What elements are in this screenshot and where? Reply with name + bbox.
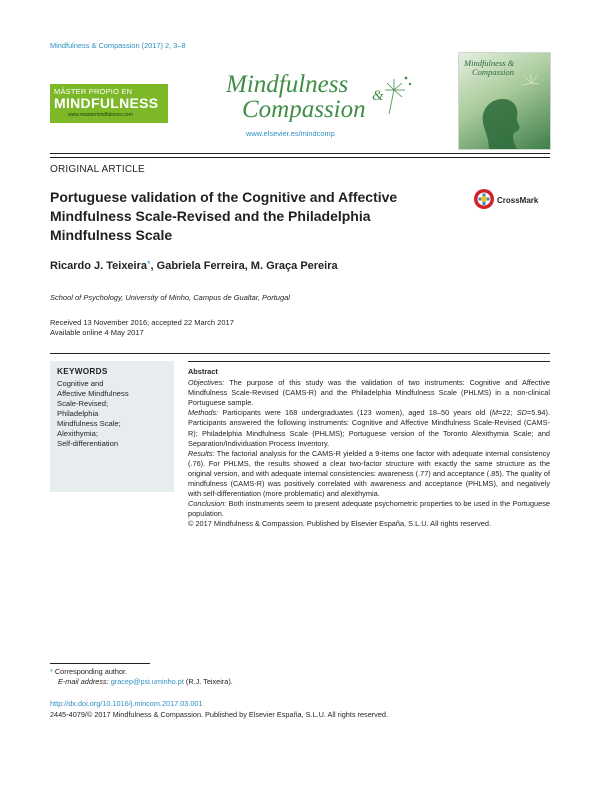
header-divider-thick bbox=[50, 153, 550, 154]
keyword-item: Cognitive and bbox=[57, 379, 104, 388]
keywords-box bbox=[50, 361, 174, 492]
methods-text-1: Participants were 168 undergraduates (123 women), aged 18–50 years old ( bbox=[218, 408, 492, 418]
logo-word-2: Compassion bbox=[242, 96, 366, 122]
dandelion-icon bbox=[385, 77, 411, 114]
email-label: E-mail address: bbox=[58, 677, 109, 686]
available-online-date: Available online 4 May 2017 bbox=[50, 327, 144, 337]
author-list bbox=[50, 259, 338, 272]
journal-website-link[interactable]: www.elsevier.es/mindcomp bbox=[246, 129, 335, 138]
methods-mean-symbol: M bbox=[491, 408, 499, 418]
author-first: Ricardo J. Teixeira bbox=[50, 260, 148, 272]
ad-line-2: MINDFULNESS bbox=[54, 95, 159, 111]
logo-ampersand: & bbox=[372, 88, 384, 104]
doi-link[interactable]: http://dx.doi.org/10.1016/j.mincom.2017.03.001 bbox=[50, 699, 203, 708]
article-title: Portuguese validation of the Cognitive and Affective Mindfulness Scale-Revised and the Philadelphia Mindfulness Scale bbox=[50, 189, 398, 243]
keyword-item: Mindfulness Scale; bbox=[57, 419, 121, 428]
affiliation: School of Psychology, University of Minho, Campus de Gualtar, Portugal bbox=[50, 293, 290, 302]
objectives-text: The purpose of this study was the validation of two instruments: Cognitive and Affective Mindfulness Scale-Revised (CAMS-R) and the Philadelphia Mindfulness Scale (PHLMS) in a non-clinical Portuguese sample. bbox=[188, 378, 550, 408]
email-link[interactable]: gracep@psi.uminho.pt bbox=[110, 677, 184, 686]
methods-text-2: =22; bbox=[498, 408, 517, 418]
article-dates bbox=[50, 318, 234, 337]
abstract-conclusion bbox=[188, 499, 550, 519]
corresponding-author-note bbox=[50, 667, 233, 677]
methods-text-3: =5.94). Participants answered the following instruments: Cognitive and Affective Mindfulness Scale-Revised (CAMS-R); Philadelphia Mindfulness Scale (PHLMS); Portuguese version of the Toronto Alexithymia Scale; and Separation/Individuation Process Inventory. bbox=[188, 408, 550, 448]
ad-line-3: www.mastermindfulness.com bbox=[68, 112, 133, 118]
footnote bbox=[50, 667, 233, 687]
methods-label: Methods: bbox=[188, 408, 219, 418]
abstract-divider bbox=[188, 361, 550, 362]
keyword-item: Self-differentiation bbox=[57, 439, 119, 448]
abstract-objectives bbox=[188, 378, 550, 408]
master-mindfulness-ad[interactable] bbox=[50, 84, 168, 123]
cover-title-line-1: Mindfulness & bbox=[464, 58, 515, 68]
journal-logo bbox=[222, 70, 412, 122]
results-label: Results: bbox=[188, 448, 215, 458]
crossmark-badge[interactable] bbox=[473, 186, 553, 214]
dates-divider bbox=[50, 353, 550, 354]
abstract-results bbox=[188, 449, 550, 499]
header-divider-thin bbox=[50, 157, 550, 158]
cover-title-line-2: Compassion bbox=[472, 67, 515, 77]
abstract-title: Abstract bbox=[188, 367, 218, 376]
abstract-methods bbox=[188, 408, 550, 448]
journal-logo-svg bbox=[222, 70, 412, 122]
crossmark-label: CrossMark bbox=[497, 196, 539, 205]
ad-line-1: MÁSTER PROPIO EN bbox=[54, 87, 133, 96]
corresponding-author-text: Corresponding author. bbox=[52, 667, 128, 676]
article-type-label: ORIGINAL ARTICLE bbox=[50, 164, 145, 175]
conclusion-text: Both instruments seem to present adequate psychometric properties to be used in the Portuguese population. bbox=[188, 499, 550, 519]
abstract-copyright: © 2017 Mindfulness & Compassion. Published by Elsevier España, S.L.U. All rights reserved. bbox=[188, 519, 491, 529]
footnote-divider bbox=[50, 663, 150, 664]
journal-cover-image bbox=[458, 52, 551, 150]
keyword-item: Alexithymia; bbox=[57, 429, 98, 438]
keyword-item: Philadelphia bbox=[57, 409, 99, 418]
keywords-title: KEYWORDS bbox=[57, 367, 108, 376]
journal-reference: Mindfulness & Compassion (2017) 2, 3–8 bbox=[50, 41, 186, 50]
keyword-item: Affective Mindfulness bbox=[57, 389, 129, 398]
email-line bbox=[50, 677, 233, 687]
corresponding-author-mark[interactable]: * bbox=[147, 259, 151, 269]
keywords-list bbox=[57, 379, 167, 449]
received-accepted-dates: Received 13 November 2016; accepted 22 March 2017 bbox=[50, 318, 234, 327]
cover-face-illustration bbox=[459, 53, 551, 150]
footnote-star: * bbox=[50, 667, 53, 676]
abstract bbox=[188, 367, 550, 530]
keyword-item: Scale-Revised; bbox=[57, 399, 109, 408]
objectives-label: Objectives: bbox=[188, 378, 225, 388]
crossmark-icon bbox=[474, 189, 494, 209]
author-others: , Gabriela Ferreira, M. Graça Pereira bbox=[150, 260, 338, 272]
issn-copyright: 2445-4079/© 2017 Mindfulness & Compassion. Published by Elsevier España, S.L.U. All rights reserved. bbox=[50, 710, 388, 719]
conclusion-label: Conclusion: bbox=[188, 499, 227, 509]
methods-sd-symbol: SD bbox=[516, 408, 527, 418]
logo-word-1: Mindfulness bbox=[226, 71, 349, 98]
results-text: The factorial analysis for the CAMS-R yielded a 9-items one factor with adequate internal consistency (.76). For PHLMS, the results showed a clear two-factor structure with exactly the same structure as the original version, and with adequate internal consistencies: awareness (.77) and acceptance (.85). The quality of mindfulness (CAMS-R) was positively correlated with awareness and acceptance (PHLMS), and negatively with self-differentiation (more problematic) and alexithymia. bbox=[188, 448, 550, 499]
crossmark-svg bbox=[473, 186, 553, 214]
email-owner: (R.J. Teixeira). bbox=[183, 677, 233, 686]
